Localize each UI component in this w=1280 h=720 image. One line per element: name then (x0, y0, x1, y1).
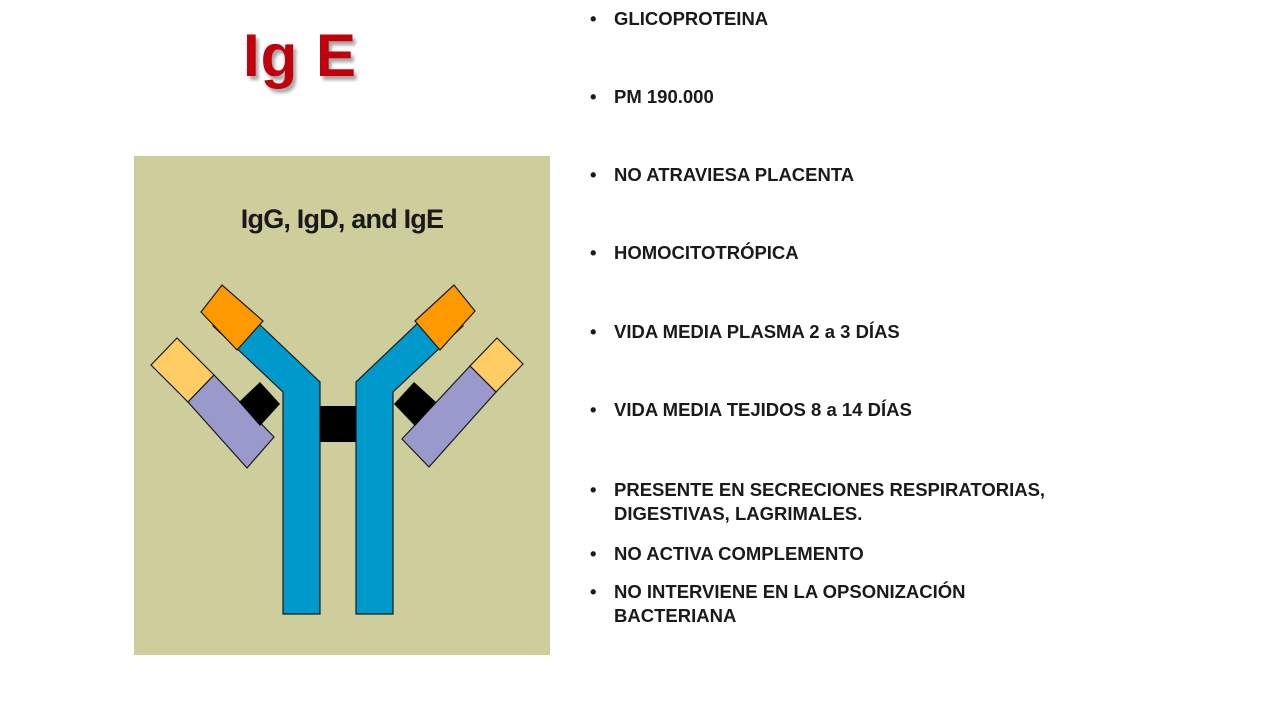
list-item-text: VIDA MEDIA TEJIDOS 8 a 14 DÍAS (614, 399, 912, 420)
bullet-point-icon: • (590, 399, 597, 420)
bullet-point-icon: • (590, 479, 597, 500)
right-heavy-chain (356, 302, 463, 614)
hinge-disulfide-bond (320, 406, 356, 442)
list-item (590, 398, 1190, 422)
bullet-point-icon: • (590, 543, 597, 564)
list-item (590, 478, 1190, 526)
bullet-point-icon: • (590, 164, 597, 185)
list-item (590, 7, 1190, 31)
list-item-text: GLICOPROTEINA (614, 8, 769, 29)
list-item-text: VIDA MEDIA PLASMA 2 a 3 DÍAS (614, 321, 900, 342)
bullet-point-icon: • (590, 581, 597, 602)
slide-title: Ig E (242, 22, 357, 89)
bullet-point-icon: • (590, 321, 597, 342)
bullet-point-icon: • (590, 86, 597, 107)
list-item (590, 542, 1190, 566)
list-item-text: NO INTERVIENE EN LA OPSONIZACIÓN BACTERIANA (614, 581, 966, 626)
left-heavy-chain (213, 302, 320, 614)
list-item-text: NO ATRAVIESA PLACENTA (614, 164, 855, 185)
list-item (590, 85, 1190, 109)
antibody-figure (134, 156, 550, 655)
bullet-point-icon: • (590, 8, 597, 29)
figure-caption: IgG, IgD, and IgE (240, 204, 444, 234)
list-item (590, 163, 1190, 187)
list-item-text: PRESENTE EN SECRECIONES RESPIRATORIAS, DIGESTIVAS, LAGRIMALES. (614, 479, 1046, 524)
list-item (590, 580, 1190, 628)
list-item (590, 241, 1190, 265)
list-item-text: NO ACTIVA COMPLEMENTO (614, 543, 864, 564)
bullet-point-icon: • (590, 242, 597, 263)
list-item-text: PM 190.000 (614, 86, 714, 107)
list-item-text: HOMOCITOTRÓPICA (614, 242, 799, 263)
list-item (590, 320, 1190, 344)
antibody-diagram (134, 156, 550, 655)
